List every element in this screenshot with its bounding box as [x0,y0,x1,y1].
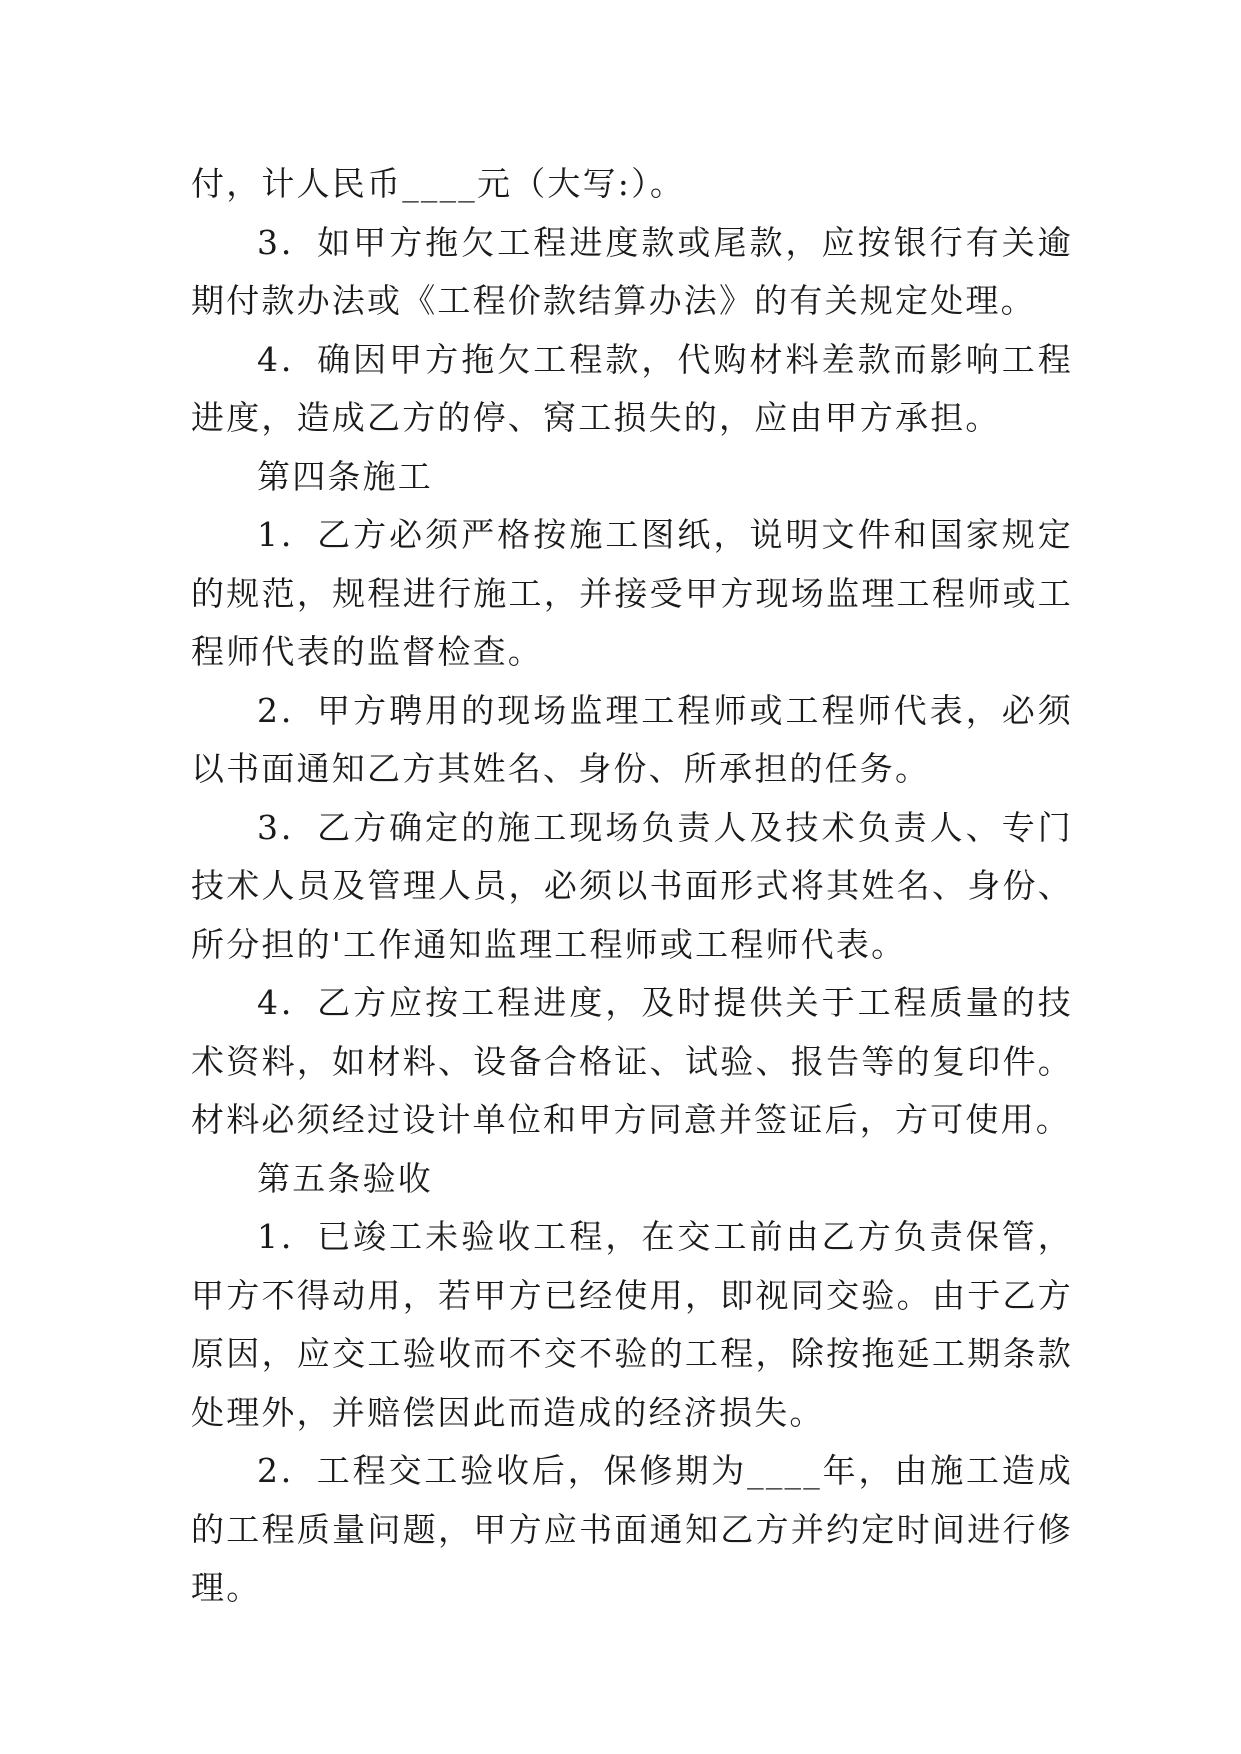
paragraph-site-manager: 3．乙方确定的施工现场负责人及技术负责人、专门技术人员及管理人员，必须以书面形式将其姓名、身份、所分担的'工作通知监理工程师或工程师代表。 [191,807,1073,964]
paragraph-warranty-period: 2．工程交工验收后，保修期为____年，由施工造成的工程质量问题，甲方应书面通知乙方并约定时间进行修理。 [191,1451,1073,1607]
paragraph-supervising-engineer: 2．甲方聘用的现场监理工程师或工程师代表，必须以书面通知乙方其姓名、身份、所承担的任务。 [191,690,1073,788]
paragraph-overdue-payment: 3．如甲方拖欠工程进度款或尾款，应按银行有关逾期付款办法或《工程价款结算办法》的有关规定处理。 [191,222,1073,320]
paragraph-quality-documents: 4．乙方应按工程进度，及时提供关于工程质量的技术资料，如材料、设备合格证、试验、报告等的复印件。材料必须经过设计单位和甲方同意并签证后，方可使用。 [191,983,1073,1139]
paragraph-delay-losses: 4．确因甲方拖欠工程款，代购材料差款而影响工程进度，造成乙方的停、窝工损失的，应由甲方承担。 [191,339,1073,437]
section-heading-construction: 第四条施工 [257,456,433,496]
section-heading-acceptance: 第五条验收 [257,1158,433,1198]
paragraph-payment-amount: 付，计人民币____元（大写:）。 [191,164,686,203]
paragraph-construction-standards: 1．乙方必须严格按施工图纸，说明文件和国家规定的规范，规程进行施工，并接受甲方现场监理工程师或工程师代表的监督检查。 [191,515,1073,671]
paragraph-unaccepted-works: 1．已竣工未验收工程，在交工前由乙方负责保管，甲方不得动用，若甲方已经使用，即视同交验。由于乙方原因，应交工验收而不交不验的工程，除按拖延工期条款处理外，并赔偿因此而造成的经济损失。 [191,1217,1073,1432]
document-body [191,155,1073,1618]
